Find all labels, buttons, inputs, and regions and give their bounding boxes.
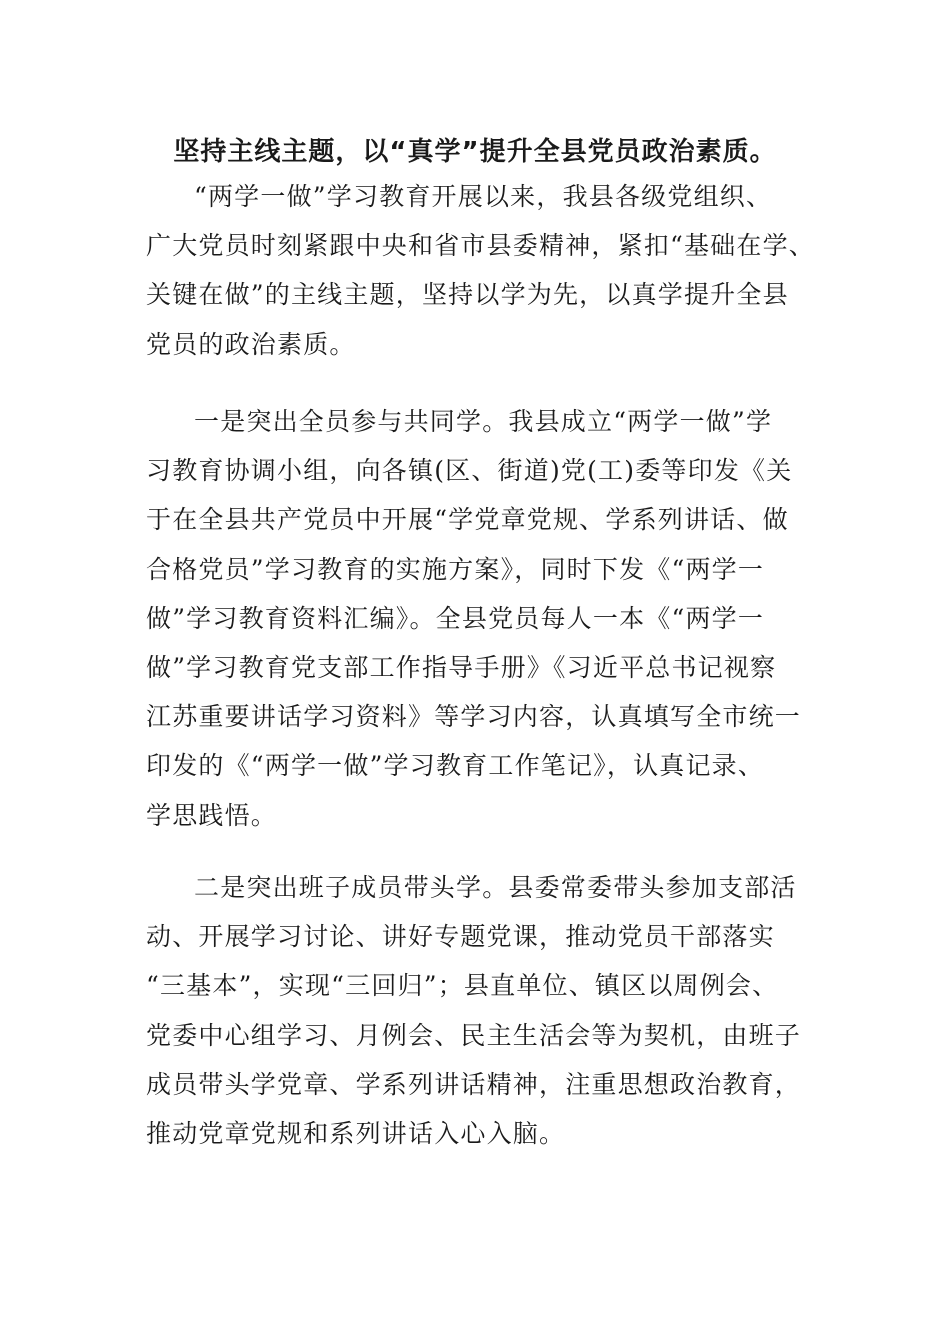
paragraph-line: 江苏重要讲话学习资料》等学习内容，认真填写全市统一 <box>146 702 802 732</box>
paragraph-line: 做”学习教育党支部工作指导手册》《习近平总书记视察 <box>146 653 777 683</box>
paragraph-point-one <box>146 397 806 840</box>
paragraph-line: “三基本”，实现“三回归”；县直单位、镇区以周例会、 <box>146 971 779 1001</box>
paragraph-line: 党委中心组学习、月例会、民主生活会等为契机，由班子 <box>146 1020 802 1050</box>
paragraph-line: 关键在做”的主线主题，坚持以学为先，以真学提升全县 <box>146 280 789 310</box>
paragraph-line: 学思践悟。 <box>146 800 278 830</box>
paragraph-line: 党员的政治素质。 <box>146 329 356 359</box>
paragraph-line: 合格党员”学习教育的实施方案》，同时下发《“两学一 <box>146 554 765 584</box>
paragraph-line: 一是突出全员参与共同学。我县成立“两学一做”学 <box>194 407 773 436</box>
document-title: 坚持主线主题，以“真学”提升全县党员政治素质。 <box>173 137 777 167</box>
paragraph-line: 推动党章党规和系列讲话入心入脑。 <box>146 1119 566 1149</box>
paragraph-line: 印发的《“两学一做”学习教育工作笔记》，认真记录、 <box>146 751 765 781</box>
paragraph-line: 动、开展学习讨论、讲好专题党课，推动党员干部落实 <box>146 922 775 952</box>
paragraph-line: 二是突出班子成员带头学。县委常委带头参加支部活 <box>194 873 797 902</box>
paragraph-line: 于在全县共产党员中开展“学党章党规、学系列讲话、做 <box>146 505 789 535</box>
paragraph-point-two <box>146 863 806 1158</box>
paragraph-line: 成员带头学党章、学系列讲话精神，注重思想政治教育， <box>146 1069 802 1099</box>
paragraph-line: 做”学习教育资料汇编》。全县党员每人一本《“两学一 <box>146 603 765 633</box>
paragraph-line: 习教育协调小组，向各镇(区、街道)党(工)委等印发《关 <box>146 456 793 486</box>
paragraph-intro <box>146 172 815 369</box>
paragraph-line: 广大党员时刻紧跟中央和省市县委精神，紧扣“基础在学、 <box>146 231 815 261</box>
paragraph-line: “两学一做”学习教育开展以来，我县各级党组织、 <box>194 182 773 211</box>
